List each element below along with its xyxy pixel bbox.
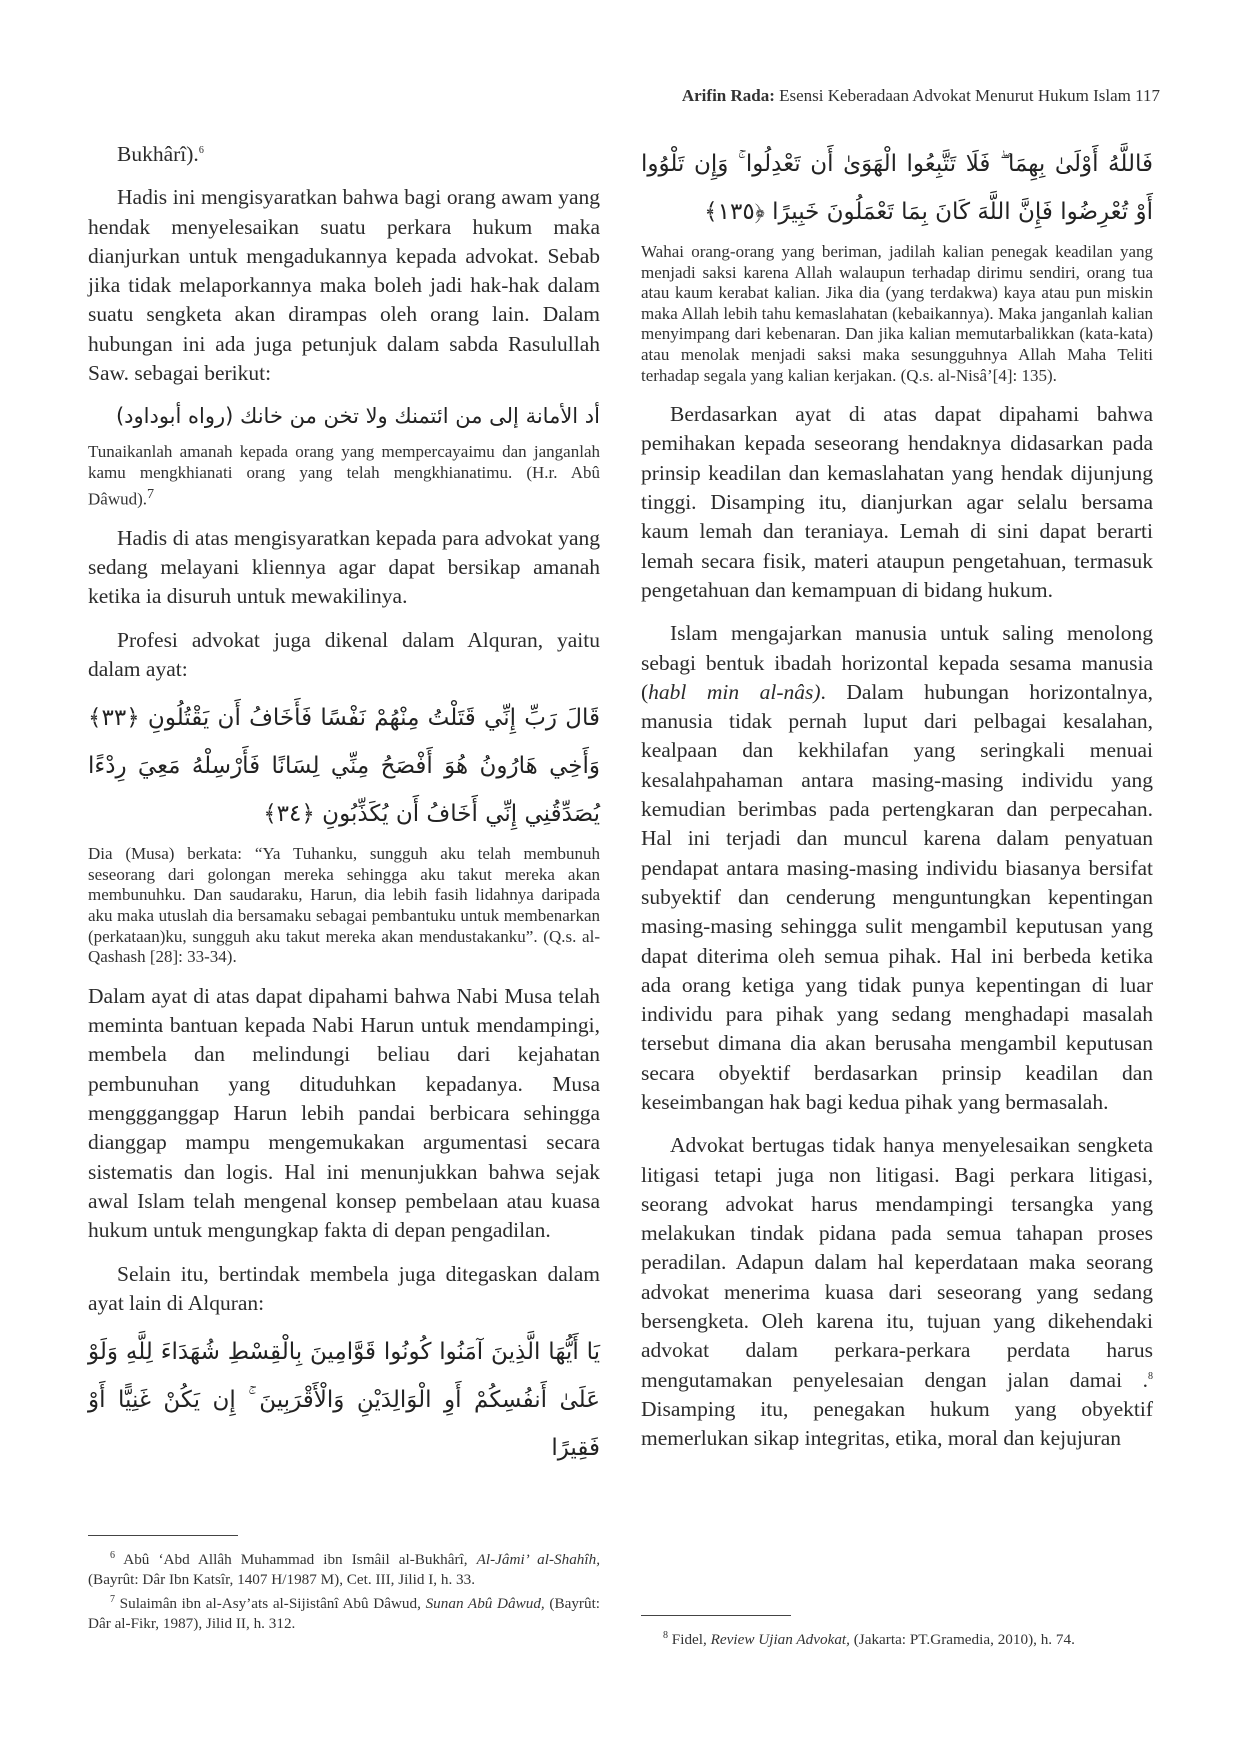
page-number: 117	[1135, 86, 1160, 105]
right-column	[641, 140, 1153, 1454]
quran-verse-nisa-arabic: يَا أَيُّهَا الَّذِينَ آمَنُوا كُونُوا قَوَّامِينَ بِالْقِسْطِ شُهَدَاءَ لِلَّهِ وَلَوْ عَلَىٰ أَنفُسِكُمْ أَوِ الْوَالِدَيْنِ وَالْأَقْرَبِينَ ۚ إِن يَكُنْ غَنِيًّا أَوْ فَقِيرًا	[88, 1339, 600, 1462]
quran-verse-nisa-translation: Wahai orang-orang yang beriman, jadilah kalian penegak keadilan yang menjadi saksi karena Allah walaupun terhadap dirimu sendiri, orang tua atau kaum kerabat kalian. Jika dia (yang terdakwa) kaya atau pun miskin maka Allah lebih tahu kemaslahatan (kebaikannya). Maka janganlah kalian menyimpang dari kebenaran. Dan jika kalian memutarbalikkan (kata-kata) atau menolak menjadi saksi maka sesungguhnya Allah Maha Teliti terhadap segala yang kalian kerjakan. (Q.s. al-Nisâ’[4]: 135).	[641, 242, 1153, 385]
header-author: Arifin Rada:	[681, 86, 775, 105]
footnote-divider	[641, 1615, 791, 1616]
footnote-7: $^7$ Sulaimân ibn al-Asy’ats al-Sijistânî Abû Dâwud, Sunan Abû Dâwud, (Bayrût: Dâr al-Fikr, 1987), Jilid II, h. 312.	[88, 1593, 601, 1632]
footnote-divider	[88, 1535, 238, 1536]
hadith-arabic-text: أد الأمانة إلى من ائتمنك ولا تخن من خانك (رواه أبوداود)	[115, 404, 600, 429]
footnote-8: $^8$ Fidel, Review Ujian Advokat, (Jakarta: PT.Gramedia, 2010), h. 74.	[663, 1629, 1075, 1648]
footnotes-left	[88, 1535, 600, 1638]
quran-verse-qashash-arabic: قَالَ رَبِّ إِنِّي قَتَلْتُ مِنْهُمْ نَفْسًا فَأَخَافُ أَن يَقْتُلُونِ ﴿٣٣﴾ وَأَخِي هَارُونُ هُوَ أَفْصَحُ مِنِّي لِسَانًا فَأَرْسِلْهُ مَعِيَ رِدْءًا يُصَدِّقُنِي إِنِّي أَخَافُ أَن يُكَذِّبُونِ ﴿٣٤﴾	[88, 705, 600, 828]
paragraph-habl-min-al-nas: Islam mengajarkan manusia untuk saling menolong sebagi bentuk ibadah horizontal kepada sesama manusia (habl min al-nâs). Dalam hubungan horizontalnya, manusia tidak pernah luput dari pelbagai kesalahan, kealpaan dan kekhilafan yang seringkali menuai kesalahpahaman antara masing-masing individu yang kemudian berimbas pada pertengkaran dan perpecahan. Hal ini terjadi dan muncul karena dalam penyatuan pendapat antara masing-masing individu biasanya bersifat subyektif dan cenderung menguntungkan kepentingan masing-masing sehingga sulit mengambil keputusan yang dapat diterima oleh semua pihak. Hal ini berbeda ketika ada orang ketiga yang tidak punya kepentingan di luar individu para pihak yang sedang menghadapi masalah tersebut dimana dia akan berusaha mengambil keputusan secara obyektif berdasarkan prinsip keadilan dan keseimbangan hak bagi kedua pihak yang bermasalah.	[641, 621, 1154, 1114]
paragraph-hadith-intro: Hadis ini mengisyaratkan bahwa bagi orang awam yang hendak menyelesaikan suatu perkara hukum maka dianjurkan untuk mengadukannya kepada advokat. Sebab jika tidak melaporkannya maka boleh jadi hak-hak dalam suatu sengketa akan dirampas oleh orang lain. Dalam hubungan ini ada juga petunjuk dalam sabda Rasulullah Saw. sebagai berikut:	[88, 185, 600, 386]
footnote-6: $^6$ Abû ‘Abd Allâh Muhammad ibn Ismâil al-Bukhârî, Al-Jâmi’ al-Shahîh, (Bayrût: Dâr Ibn Katsîr, 1407 H/1987 M), Cet. III, Jilid I, h. 33.	[88, 1549, 600, 1588]
paragraph-advocate-duties: Advokat bertugas tidak hanya menyelesaikan sengketa litigasi tetapi juga non litigasi. Bagi perkara litigasi, seorang advokat harus mendampingi tersangka yang melakukan tindak pidana pada semua tahapan proses peradilan. Adapun dalam hal keperdataan maka seorang advokat menerima kuasa dari seseorang yang sedang bersengketa. Oleh karena itu, tujuan yang dikehendaki advokat dalam perkara-perkara perdata harus mengutamakan penyelesaian dengan jalan damai .$^8$ Disamping itu, penegakan hukum yang obyektif memerlukan sikap integritas, etika, moral dan kejujuran	[641, 1133, 1153, 1451]
left-column	[88, 140, 600, 1476]
footnote-ref-7[interactable]: 7	[147, 485, 155, 502]
paragraph-hadith-meaning: Hadis di atas mengisyaratkan kepada para advokat yang sedang melayani kliennya agar dapat bersikap amanah ketika ia disuruh untuk mewakilinya.	[88, 525, 600, 609]
quran-verse-qashash-translation: Dia (Musa) berkata: “Ya Tuhanku, sungguh aku telah membunuh seseorang dari golongan mereka sehingga aku takut mereka akan membunuhku. Dan saudaraku, Harun, dia lebih fasih lidahnya daripada aku maka utuslah dia bersamaku sebagai pembantuku untuk membenarkan (perkataan)ku, sungguh aku takut mereka akan mendustakanku”. (Q.s. al-Qashash [28]: 33-34).	[88, 844, 600, 967]
quran-verse-nisa-arabic-continued: فَاللَّهُ أَوْلَىٰ بِهِمَا ۖ فَلَا تَتَّبِعُوا الْهَوَىٰ أَن تَعْدِلُوا ۚ وَإِن تَلْوُوا أَوْ تُعْرِضُوا فَإِنَّ اللَّهَ كَانَ بِمَا تَعْمَلُونَ خَبِيرًا ﴿١٣٥﴾	[641, 151, 1153, 225]
paragraph-justice-principle: Berdasarkan ayat di atas dapat dipahami bahwa pemihakan kepada seseorang hendaknya didasarkan pada prinsip keadilan dan kemaslahatan yang hendak dijunjung tinggi. Disamping itu, dianjurkan agar selalu bersama kaum lemah dan teraniaya. Lemah di sini dapat berarti lemah secara fisik, materi ataupun pengetahuan, termasuk pengetahuan dan kemampuan di bidang hukum.	[641, 402, 1153, 602]
paragraph-quran-intro: Profesi advokat juga dikenal dalam Alquran, yaitu dalam ayat:	[88, 627, 600, 681]
paragraph-other-verse-intro: Selain itu, bertindak membela juga ditegaskan dalam ayat lain di Alquran:	[88, 1261, 600, 1315]
hadith-translation: Tunaikanlah amanah kepada orang yang mempercayaimu dan janganlah kamu mengkhianati orang yang telah mengkhianatimu. (H.r. Abû Dâwud).$^7$	[88, 442, 600, 509]
header-title: Esensi Keberadaan Advokat Menurut Hukum Islam	[779, 86, 1131, 105]
footnotes-right	[641, 1615, 1153, 1655]
running-header	[80, 86, 1160, 106]
paragraph-musa-harun: Dalam ayat di atas dapat dipahami bahwa Nabi Musa telah meminta bantuan kepada Nabi Harun untuk mendampingi, membela dan melindungi beliau dari kejahatan pembunuhan yang dituduhkan kepadanya. Musa menggganggap Harun lebih pandai berbicara sehingga dianggap mampu mengemukakan argumentasi secara sistematis dan logis. Hal ini menunjukkan bahwa sejak awal Islam telah mengenal konsep pembelaan atau kuasa hukum untuk mengungkap fakta di depan pengadilan.	[88, 983, 600, 1243]
footnote-ref-8[interactable]: 8	[1148, 1370, 1153, 1382]
term-habl-min-al-nas: habl min al-nâs)	[648, 679, 821, 704]
footnote-ref-6[interactable]: 6	[198, 144, 204, 156]
paragraph-citation-end: Bukhârî).$^6$	[117, 142, 204, 166]
